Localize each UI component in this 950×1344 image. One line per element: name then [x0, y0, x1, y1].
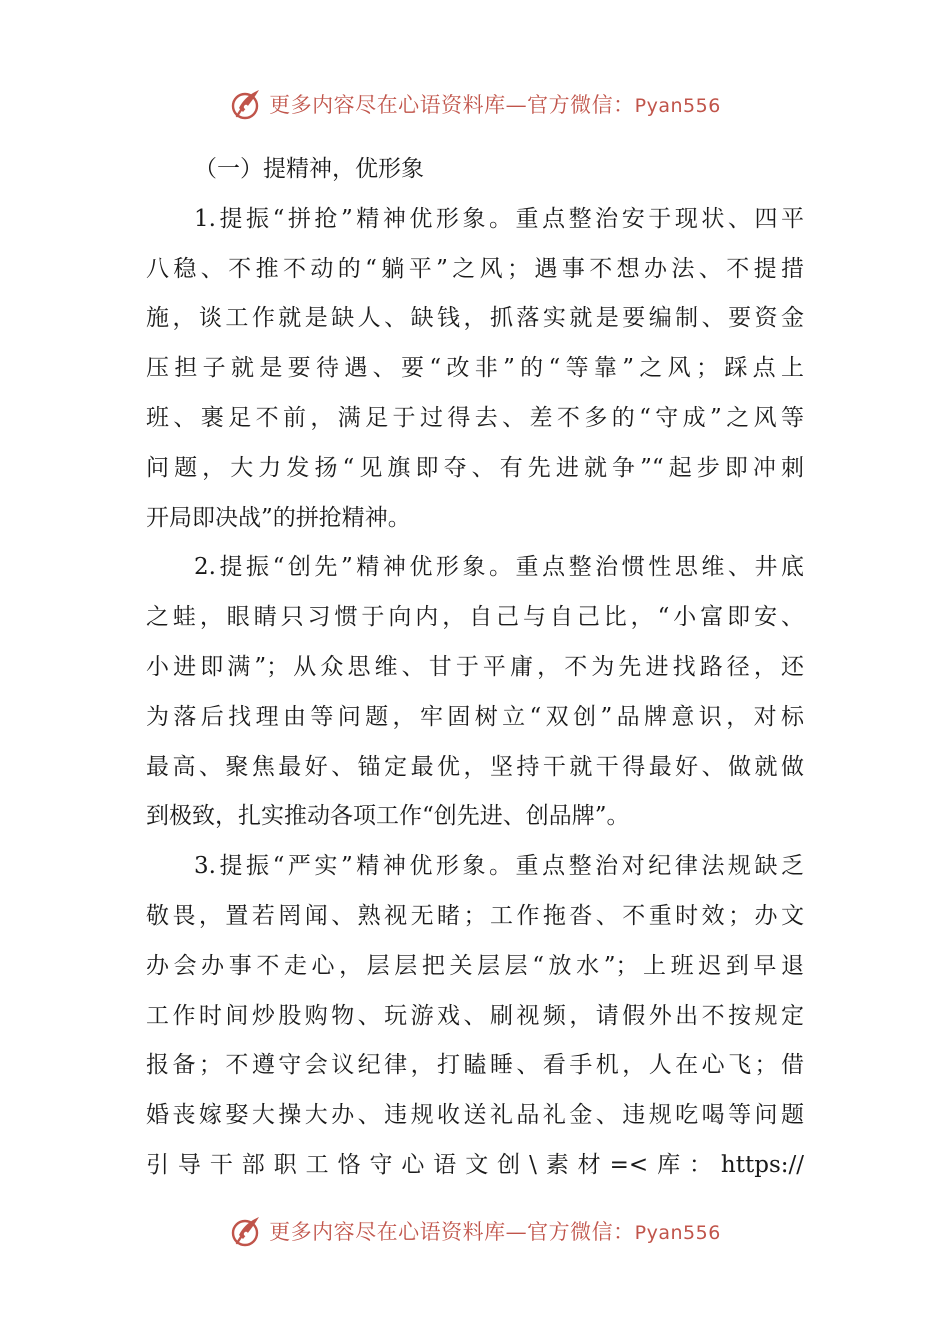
- paragraph-line: 2.提振“创先”精神优形象。重点整治惯性思维、井底: [194, 554, 804, 581]
- paragraph-line: 敬畏，置若罔闻、熟视无睹；工作拖沓、不重时效；办文: [146, 902, 804, 929]
- quill-seal-icon: [229, 86, 265, 122]
- watermark-header: [0, 84, 950, 124]
- paragraph-line: 最高、聚焦最好、锚定最优，坚持干就干得最好、做就做: [146, 753, 804, 780]
- paragraph-line: 压担子就是要待遇、要“改非”的“等靠”之风；踩点上: [146, 355, 804, 382]
- paragraph-line: 问题，大力发扬“见旗即夺、有先进就争”“起步即冲刺: [146, 454, 804, 481]
- paragraph-line: 报备；不遵守会议纪律，打瞌睡、看手机，人在心飞；借: [146, 1052, 804, 1079]
- paragraph-line: 3.提振“严实”精神优形象。重点整治对纪律法规缺乏: [194, 853, 804, 880]
- paragraph-2: [146, 543, 804, 842]
- paragraph-line: 工作时间炒股购物、玩游戏、刷视频，请假外出不按规定: [146, 1002, 804, 1029]
- paragraph-line: 施，谈工作就是缺人、缺钱，抓落实就是要编制、要资金: [146, 305, 804, 332]
- paragraph-3: [146, 842, 804, 1191]
- document-body: [146, 145, 804, 1191]
- paragraph-line: 八稳、不推不动的“躺平”之风；遇事不想办法、不提措: [146, 255, 804, 282]
- quill-seal-icon: [229, 1213, 265, 1249]
- paragraph-line: 小进即满”；从众思维、甘于平庸，不为先进找路径，还: [146, 653, 804, 680]
- section-heading: （一）提精神，优形象: [194, 156, 424, 182]
- paragraph-line: 1.提振“拼抢”精神优形象。重点整治安于现状、四平: [194, 205, 804, 232]
- watermark-account: Pyan556: [634, 1222, 721, 1244]
- paragraph-line: 为落后找理由等问题，牢固树立“双创”品牌意识，对标: [146, 703, 804, 730]
- watermark-footer: [0, 1211, 950, 1251]
- paragraph-line: 之蛙，眼睛只习惯于向内，自己与自己比，“小富即安、: [146, 604, 804, 631]
- watermark-account: Pyan556: [634, 95, 721, 117]
- paragraph-line: 班、裹足不前，满足于过得去、差不多的“守成”之风等: [146, 404, 804, 431]
- paragraph-line: 到极致，扎实推动各项工作“创先进、创品牌”。: [146, 803, 630, 830]
- paragraph-line: 引导干部职工恪守心语文创\素材=<库：https://: [146, 1151, 804, 1178]
- paragraph-line: 办会办事不走心，层层把关层层“放水”；上班迟到早退: [146, 952, 804, 979]
- watermark-text: 更多内容尽在心语资料库—官方微信：Pyan556: [269, 1220, 721, 1244]
- paragraph-1: [146, 195, 804, 544]
- paragraph-line: 开局即决战”的拼抢精神。: [146, 504, 411, 531]
- paragraph-line: 婚丧嫁娶大操大办、违规收送礼品礼金、违规吃喝等问题: [146, 1102, 804, 1129]
- watermark-text: 更多内容尽在心语资料库—官方微信：Pyan556: [269, 93, 721, 117]
